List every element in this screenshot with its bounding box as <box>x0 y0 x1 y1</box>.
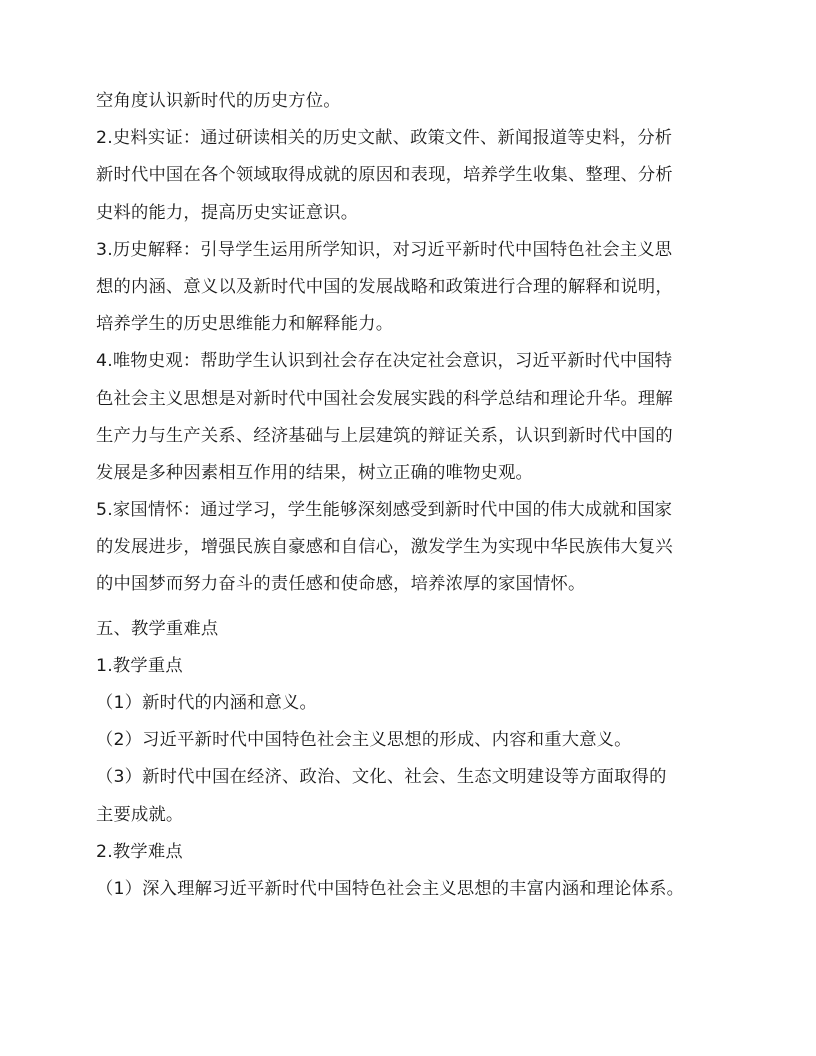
text-line: 发展是多种因素相互作用的结果，树立正确的唯物史观。 <box>96 462 534 483</box>
text-line: 史料的能力，提高历史实证意识。 <box>96 202 359 223</box>
text-line: 的发展进步，增强民族自豪感和自信心，激发学生为实现中华民族伟大复兴 <box>96 537 673 558</box>
text-line: 新时代中国在各个领域取得成就的原因和表现，培养学生收集、整理、分析 <box>96 165 673 186</box>
paragraph-spacer <box>96 612 736 619</box>
section-title: 五、教学重难点 <box>96 618 219 639</box>
list-item: （2）习近平新时代中国特色社会主义思想的形成、内容和重大意义。 <box>96 730 632 751</box>
text-line: 3.历史解释：引导学生运用所学知识，对习近平新时代中国特色社会主义思 <box>96 239 673 260</box>
text-line: 想的内涵、意义以及新时代中国的发展战略和政策进行合理的解释和说明， <box>96 276 673 297</box>
list-item-continuation: 主要成就。 <box>96 804 184 825</box>
list-item: （3）新时代中国在经济、政治、文化、社会、生态文明建设等方面取得的 <box>96 767 667 788</box>
text-line: 培养学生的历史思维能力和解释能力。 <box>96 314 394 335</box>
text-line: 生产力与生产关系、经济基础与上层建筑的辩证关系，认识到新时代中国的 <box>96 425 673 446</box>
text-line: 的中国梦而努力奋斗的责任感和使命感，培养浓厚的家国情怀。 <box>96 574 586 595</box>
text-line: 4.唯物史观：帮助学生认识到社会存在决定社会意识，习近平新时代中国特 <box>96 351 673 372</box>
text-line: 5.家国情怀：通过学习，学生能够深刻感受到新时代中国的伟大成就和国家 <box>96 500 673 521</box>
subsection-heading: 1.教学重点 <box>96 655 183 676</box>
document-page <box>96 91 736 916</box>
text-line: 色社会主义思想是对新时代中国社会发展实践的科学总结和理论升华。理解 <box>96 388 673 409</box>
list-item: （1）新时代的内涵和意义。 <box>96 693 317 713</box>
list-item: （1）深入理解习近平新时代中国特色社会主义思想的丰富内涵和理论体系。 <box>96 878 685 899</box>
text-line: 2.史料实证：通过研读相关的历史文献、政策文件、新闻报道等史料，分析 <box>96 128 673 149</box>
subsection-heading: 2.教学难点 <box>96 841 183 862</box>
text-line: 空角度认识新时代的历史方位。 <box>96 91 341 111</box>
